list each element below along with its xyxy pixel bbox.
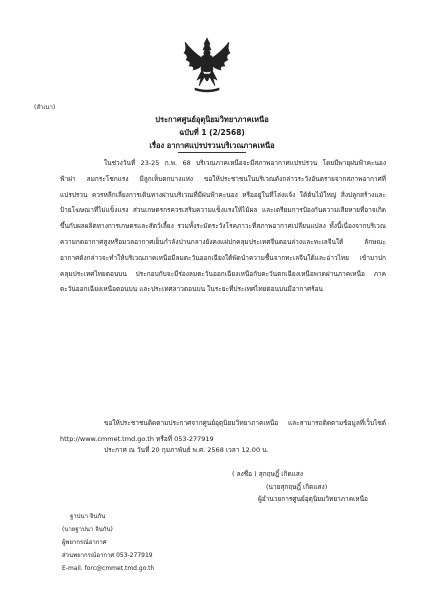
title-underline [178,152,246,153]
contact-unit: ส่วนพยากรณ์อากาศ 053-277919 [62,552,153,559]
signature-block [232,468,368,506]
body-paragraph-1: ในช่วงวันที่ 23-25 ก.พ. 68 บริเวณภาคเหนือจะมีสภาพอากาศแปรปรวน โดยมีพายุฝนฟ้าคะนอง ฟ้าผ่า ลมกระโชกแรง มีลูกเห็บตกบางแห่ง ขอให้ประชาชนในบริเวณดังกล่าวระวังอันตรายจากสภาพอากาศที่แปรปรวน ควรหลีกเลี่ยงการเดินทางผ่านบริเวณที่มีฝนฟ้าคะนอง หรืออยู่ในที่โล่งแจ้ง ใต้ต้นไม้ใหญ่ สิ่งปลูกสร้างและป้ายโฆษณาที่ไม่แข็งแรง ส่วนเกษตรกรควรเสริมความแข็งแรงให้ไม้ผล และเตรียมการป้องกันความเสียหายที่อาจเกิดขึ้นกับผลผลิตทางการเกษตรและสัตว์เลี้ยง รวมทั้งระมัดระวังโรคภาวะที่สภาพอากาศเปลี่ยนแปลง ทั้งนี้เนื่องจากบริเวณความกดอากาศสูงหรือมวลอากาศเย็นกำลังปานกลางยังคงแผ่ปกคลุมประเทศจีนตอนล่างและทะเลจีนใต้ ลักษณะอากาศดังกล่าวจะทำให้บริเวณภาคเหนือมีลมตะวันออกเฉียงใต้พัดนำความชื้นจากทะเลจีนใต้และอ่าวไทย เข้ามาปกคลุมประเทศไทยตอนบน ประกอบกับจะมีร่องลมตะวันออกเฉียงเหนือกับตะวันตกเฉียงเหนือพาดผ่านภาคเหนือ ภาคตะวันออกเฉียงเหนือตอนบน และประเทศลาวตอนบน ในระยะที่ประเทศไทยตอนบนมีอากาศร้อน [60,159,386,294]
contact-email: E-mail. forc@cmmet.tmd.go.th [62,565,155,572]
garuda-emblem-icon [181,36,233,96]
signature-name: (นายสุกฤษฎิ์ เกิดแสง) [266,482,328,491]
contact-block [62,510,154,575]
contact-fullname: (นายฐาปนา จินกัน) [62,526,113,533]
copy-tag: (สำเนา) [34,104,56,111]
signature-signed: ( ลงชื่อ ) สุกฤษฎิ์ เกิดแสง [232,470,304,478]
announcement-number: ฉบับที่ 1 (2/2568) [179,128,245,137]
signature-position: ผู้อำนวยการศูนย์อุตุนิยมวิทยาภาคเหนือ [258,495,368,503]
issued-date: ประกาศ ณ วันที่ 20 กุมภาพันธ์ พ.ศ. 2568 เวลา 12.00 น. [104,446,269,454]
body-paragraph-2: ขอให้ประชาชนติดตามประกาศจากศูนย์อุตุนิยมวิทยาภาคเหนือ และสามารถติดตามข้อมูลที่เว็บไซต์ http://www.cmmet.tmd.go.th หรือที่ 053-277919 [60,419,386,443]
contact-name: ฐาปนา จินกัน [70,513,106,520]
announcement-title: ประกาศศูนย์อุตุนิยมวิทยาภาคเหนือ [155,115,269,124]
announcement-subject: เรื่อง อากาศแปรปรวนบริเวณภาคเหนือ [149,141,275,150]
contact-position: ผู้พยากรณ์อากาศ [62,539,107,546]
